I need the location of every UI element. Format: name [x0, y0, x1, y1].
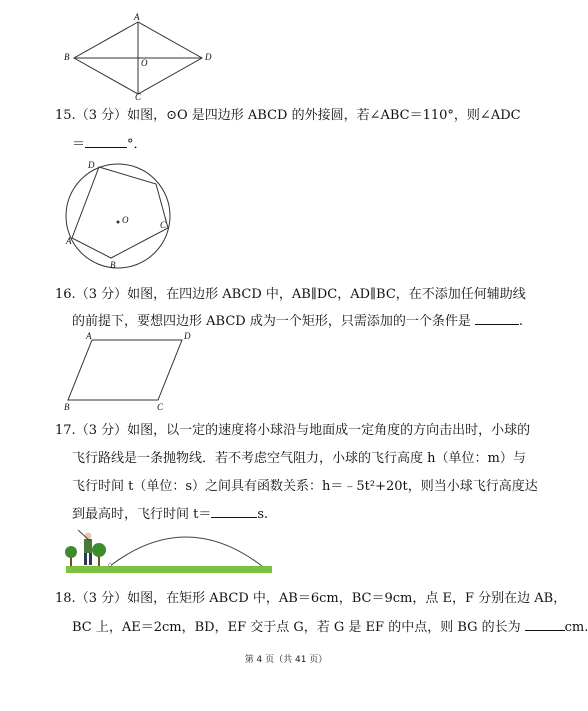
- q18-number: 18.: [55, 591, 76, 606]
- q17-line1: [55, 423, 550, 439]
- q18-line2-suffix: cm.: [564, 620, 588, 635]
- q17-answer-blank[interactable]: [211, 517, 257, 518]
- q16-line2-suffix: .: [518, 314, 523, 329]
- q18-score: （3 分）: [75, 591, 128, 606]
- golfer-icon: [78, 530, 92, 565]
- q15-vertex-label-d: D: [88, 160, 95, 170]
- vertex-label-d: D: [205, 52, 212, 62]
- q16-line2: [72, 314, 567, 330]
- q16-vertex-label-d: D: [184, 331, 191, 341]
- vertex-label-c: C: [135, 92, 142, 102]
- q17-line2: [72, 451, 567, 467]
- q18-line2: [72, 620, 588, 636]
- q16-number: 16.: [55, 287, 76, 302]
- parallelogram-figure: [60, 330, 200, 410]
- q16-line1: [55, 287, 550, 303]
- q17-line4-suffix: s.: [257, 507, 269, 522]
- q15-answer-blank[interactable]: [85, 147, 127, 148]
- q17-score: （3 分）: [75, 423, 128, 438]
- tree-icon: [65, 546, 77, 566]
- q16-text-line2: 的前提下，要想四边形 ABCD 成为一个矩形，只需添加的一个条件是: [72, 314, 471, 329]
- page-footer: 第 4 页（共 41 页）: [244, 655, 328, 665]
- q15-answer-prefix: ＝: [72, 137, 86, 152]
- q15-number: 15.: [55, 108, 76, 123]
- q18-text-line1: 如图，在矩形 ABCD 中，AB＝6cm，BC＝9cm，点 E，F 分别在边 AB，: [127, 591, 567, 606]
- q17-line4-prefix: 到最高时，飞行时间 t＝: [72, 507, 212, 522]
- q15-line1: [55, 108, 550, 124]
- q15-score: （3 分）: [75, 108, 128, 123]
- q16-vertex-label-c: C: [157, 402, 164, 412]
- q16-vertex-label-b: B: [64, 402, 70, 412]
- q15-answer-suffix: °．: [127, 137, 147, 152]
- vertex-label-a: A: [134, 12, 140, 22]
- q15-line2: [72, 137, 567, 153]
- q18-text-line2: BC 上，AE＝2cm，BD，EF 交于点 G，若 G 是 EF 的中点，则 BG 的长为: [72, 620, 521, 635]
- q17-text-line3: 飞行时间 t（单位：s）之间具有函数关系：h＝﹣5t²+20t，则当小球飞行高度达: [72, 479, 538, 494]
- q18-answer-blank[interactable]: [525, 630, 565, 631]
- tree-icon: [92, 543, 106, 566]
- q17-text-line1: 如图，以一定的速度将小球沿与地面成一定角度的方向击出时，小球的: [127, 423, 531, 438]
- q17-number: 17.: [55, 423, 76, 438]
- vertex-label-b: B: [64, 52, 70, 62]
- q16-answer-blank[interactable]: [475, 324, 519, 325]
- q15-vertex-label-a: A: [66, 236, 72, 246]
- q15-vertex-label-b: B: [110, 260, 116, 270]
- q17-text-line2: 飞行路线是一条抛物线．若不考虑空气阻力，小球的飞行高度 h（单位：m）与: [72, 451, 526, 466]
- q16-score: （3 分）: [75, 287, 128, 302]
- center-label-o: O: [141, 58, 148, 68]
- q16-text-line1: 如图，在四边形 ABCD 中，AB∥DC，AD∥BC，在不添加任何辅助线: [127, 287, 526, 302]
- q18-line1: [55, 591, 567, 607]
- q15-center-label-o: O: [122, 215, 129, 225]
- q15-text: 如图，⊙O 是四边形 ABCD 的外接圆，若∠ABC＝110°，则∠ADC: [127, 108, 521, 123]
- q15-vertex-label-c: C: [160, 220, 167, 230]
- q16-vertex-label-a: A: [86, 331, 92, 341]
- q17-line3: [72, 479, 567, 495]
- golf-parabola-illustration: [66, 528, 274, 580]
- q17-line4: [72, 507, 567, 523]
